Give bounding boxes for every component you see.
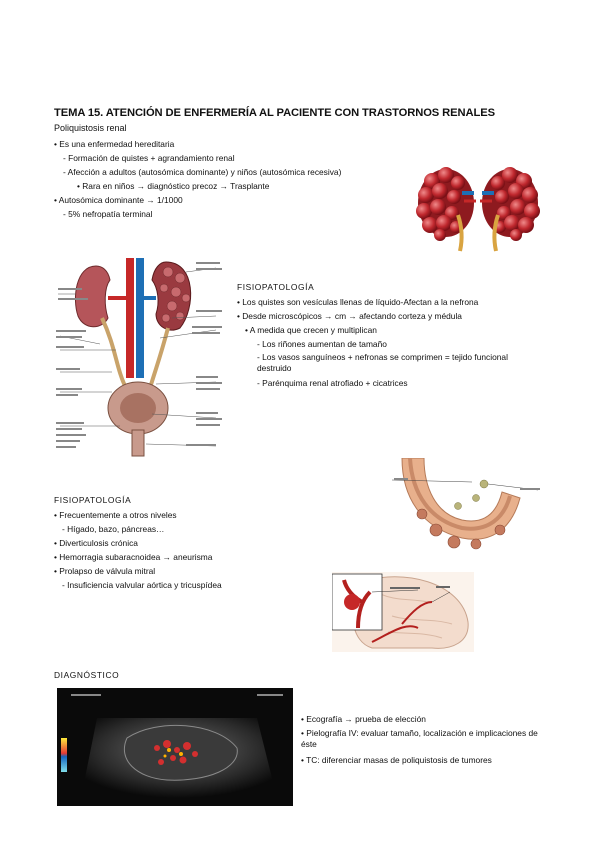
list-item: - Insuficiencia valvular aórtica y tricuspídea [62,580,222,590]
list-item: • Autosómica dominante → 1/1000 [54,195,183,205]
fisio2-heading: FISIOPATOLOGÍA [54,495,132,505]
fisio1-heading: FISIOPATOLOGÍA [237,282,315,292]
page-subtitle: Poliquistosis renal [54,123,127,133]
urinary-system-diagram [56,258,224,458]
list-item: - Afección a adultos (autosómica dominante) y niños (autosómica recesiva) [63,167,342,177]
brain-aneurysm-image [332,572,474,652]
diagnostico-heading: DIAGNÓSTICO [54,670,120,680]
list-item: • Frecuentemente a otros niveles [54,510,177,520]
list-item: • A medida que crecen y multiplican [245,325,377,335]
list-item: • Ecografía → prueba de elección [301,714,426,724]
list-item: • Desde microscópicos → cm → afectando corteza y médula [237,311,462,321]
list-item: • Rara en niños → diagnóstico precoz → Trasplante [77,181,270,191]
list-item: - Formación de quistes + agrandamiento renal [63,153,235,163]
list-item: • Diverticulosis crónica [54,538,138,548]
list-item: • Prolapso de válvula mitral [54,566,156,576]
list-item: • Pielografía IV: evaluar tamaño, localización e implicaciones de éste [301,728,538,749]
list-item: - Hígado, bazo, páncreas… [62,524,165,534]
list-item: • Hemorragia subaracnoidea → aneurisma [54,552,213,562]
polycystic-kidneys-image [412,163,544,253]
list-item: • TC: diferenciar masas de poliquistosis de tumores [301,755,492,765]
list-item: • Los quistes son vesículas llenas de líquido-Afectan a la nefrona [237,297,479,307]
page-title: TEMA 15. ATENCIÓN DE ENFERMERÍA AL PACIENTE CON TRASTORNOS RENALES [54,107,495,119]
diverticulosis-image [392,458,544,558]
list-item: • Es una enfermedad hereditaria [54,139,175,149]
list-item: - Los riñones aumentan de tamaño [257,339,387,349]
fisio2-list [54,508,354,592]
ultrasound-image [57,688,293,806]
list-item: - 5% nefropatía terminal [63,209,153,219]
list-item: - Los vasos sanguíneos + nefronas se comprimen = tejido funcional destruido [257,352,508,373]
list-item: - Parénquima renal atrofiado + cicatrices [257,378,408,388]
intro-list [54,137,414,221]
fisio1-list [237,295,547,390]
diagnostico-list [301,712,551,767]
